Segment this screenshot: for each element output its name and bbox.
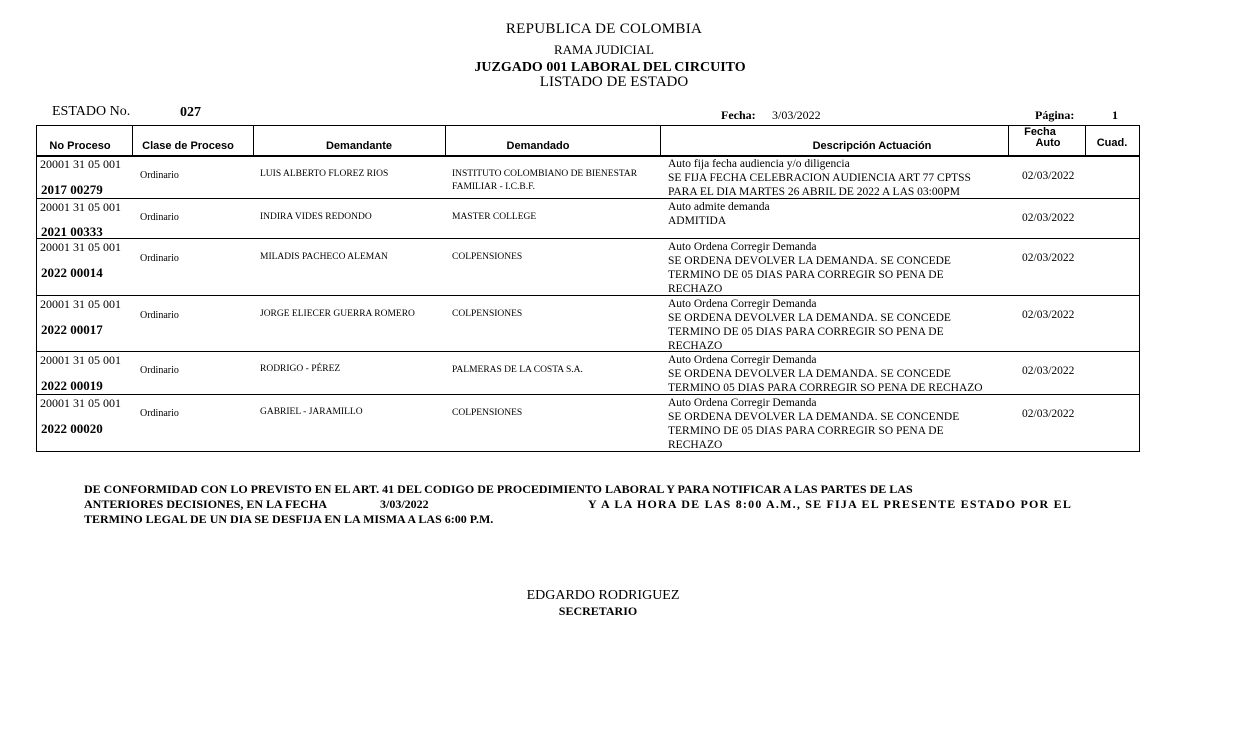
proceso-year-number: 2022 00017 <box>41 322 103 337</box>
descripcion-actuacion: Auto Ordena Corregir Demanda SE ORDENA DEVOLVER LA DEMANDA. SE CONCEDE TERMINO DE 05 DIAS PARA CORREGIR SO PENA DE RECHAZO <box>668 298 951 352</box>
republica-heading: REPUBLICA DE COLOMBIA <box>505 21 703 37</box>
demandado: PALMERAS DE LA COSTA S.A. <box>452 365 583 375</box>
proceso-code: 20001 31 05 001 <box>40 157 121 171</box>
notice-date: 3/03/2022 <box>380 497 429 511</box>
fecha-value: 3/03/2022 <box>772 108 821 122</box>
signature-name: EDGARDO RODRIGUEZ <box>526 588 680 603</box>
descripcion-actuacion: Auto Ordena Corregir Demanda SE ORDENA DEVOLVER LA DEMANDA. SE CONCEDE TERMINO 05 DIAS PARA CORREGIR SO PENA DE RECHAZO <box>668 354 983 394</box>
clase-proceso: Ordinario <box>140 365 179 376</box>
signature-title: SECRETARIO <box>558 604 638 618</box>
descripcion-actuacion: Auto admite demanda ADMITIDA <box>668 201 770 227</box>
col-header-demandado: Demandado <box>506 140 570 152</box>
demandante: INDIRA VIDES REDONDO <box>260 212 372 222</box>
clase-proceso: Ordinario <box>140 170 179 181</box>
demandante: RODRIGO - PÉREZ <box>260 364 341 374</box>
listado-heading: LISTADO DE ESTADO <box>539 74 689 90</box>
table-row <box>36 352 1140 394</box>
clase-proceso: Ordinario <box>140 408 179 419</box>
descripcion-actuacion: Auto Ordena Corregir Demanda SE ORDENA DEVOLVER LA DEMANDA. SE CONCENDE TERMINO DE 05 DIAS PARA CORREGIR SO PENA DE RECHAZO <box>668 397 960 451</box>
proceso-code: 20001 31 05 001 <box>40 396 121 410</box>
proceso-year-number: 2017 00279 <box>41 182 103 197</box>
proceso-year-number: 2021 00333 <box>41 224 103 239</box>
notice-line-1: DE CONFORMIDAD CON LO PREVISTO EN EL ART. 41 DEL CODIGO DE PROCEDIMIENTO LABORAL Y PARA NOTIFICAR A LAS PARTES DE LAS <box>84 482 913 496</box>
estado-label: ESTADO No. <box>52 104 131 119</box>
notice-line-2b: Y A LA HORA DE LAS 8:00 A.M., SE FIJA EL PRESENTE ESTADO POR EL <box>588 497 1073 511</box>
proceso-year-number: 2022 00019 <box>41 378 103 393</box>
table-row <box>36 296 1140 351</box>
clase-proceso: Ordinario <box>140 253 179 264</box>
demandado: COLPENSIONES <box>452 309 523 319</box>
col-header-clase: Clase de Proceso <box>142 140 234 152</box>
demandado: MASTER COLLEGE <box>452 212 537 222</box>
descripcion-actuacion: Auto Ordena Corregir Demanda SE ORDENA DEVOLVER LA DEMANDA. SE CONCEDE TERMINO DE 05 DIAS PARA CORREGIR SO PENA DE RECHAZO <box>668 241 951 295</box>
col-header-no-proceso: No Proceso <box>49 140 111 152</box>
notice-line-2a: ANTERIORES DECISIONES, EN LA FECHA <box>84 497 328 511</box>
proceso-code: 20001 31 05 001 <box>40 353 121 367</box>
proceso-code: 20001 31 05 001 <box>40 200 121 214</box>
proceso-year-number: 2022 00014 <box>41 265 103 280</box>
proceso-code: 20001 31 05 001 <box>40 297 121 311</box>
table-row <box>36 156 1140 198</box>
table-row <box>36 395 1140 451</box>
pagina-label: Página: <box>1035 108 1075 122</box>
estado-number: 027 <box>180 105 201 120</box>
proceso-code: 20001 31 05 001 <box>40 240 121 254</box>
fecha-auto: 02/03/2022 <box>1022 309 1075 321</box>
fecha-auto: 02/03/2022 <box>1022 212 1075 224</box>
demandado: COLPENSIONES <box>452 408 523 418</box>
col-header-fecha-auto: Fecha <box>1024 126 1056 138</box>
fecha-auto: 02/03/2022 <box>1022 365 1075 377</box>
demandado: INSTITUTO COLOMBIANO DE BIENESTAR FAMILIAR - I.C.B.F. <box>452 169 638 192</box>
table-row <box>36 199 1140 238</box>
fecha-auto: 02/03/2022 <box>1022 408 1075 420</box>
fecha-label: Fecha: <box>721 108 756 122</box>
notification-notice <box>84 482 1084 527</box>
notice-line-3: TERMINO LEGAL DE UN DIA SE DESFIJA EN LA MISMA A LAS 6:00 P.M. <box>84 512 494 526</box>
demandante: LUIS ALBERTO FLOREZ RIOS <box>260 169 389 179</box>
demandado: COLPENSIONES <box>452 252 523 262</box>
pagina-value: 1 <box>1112 108 1118 122</box>
table-row <box>36 239 1140 295</box>
col-header-cuad: Cuad. <box>1096 137 1128 149</box>
fecha-auto: 02/03/2022 <box>1022 170 1075 182</box>
clase-proceso: Ordinario <box>140 212 179 223</box>
fecha-auto: 02/03/2022 <box>1022 252 1075 264</box>
rama-judicial-heading: RAMA JUDICIAL <box>553 42 655 57</box>
clase-proceso: Ordinario <box>140 310 179 321</box>
demandante: MILADIS PACHECO ALEMAN <box>260 252 388 262</box>
descripcion-actuacion: Auto fija fecha audiencia y/o diligencia SE FIJA FECHA CELEBRACION AUDIENCIA ART 77 CPTSS PARA EL DIA MARTES 26 ABRIL DE 2022 A LAS 03:00PM <box>668 158 971 198</box>
col-header-demandante: Demandante <box>325 140 393 152</box>
proceso-year-number: 2022 00020 <box>41 421 103 436</box>
demandante: JORGE ELIECER GUERRA ROMERO <box>260 309 415 319</box>
demandante: GABRIEL - JARAMILLO <box>260 407 363 417</box>
juzgado-heading: JUZGADO 001 LABORAL DEL CIRCUITO <box>474 60 746 75</box>
col-header-descripcion: Descripción Actuación <box>812 140 932 152</box>
col-header-fecha-auto-2: Auto <box>1035 137 1061 149</box>
